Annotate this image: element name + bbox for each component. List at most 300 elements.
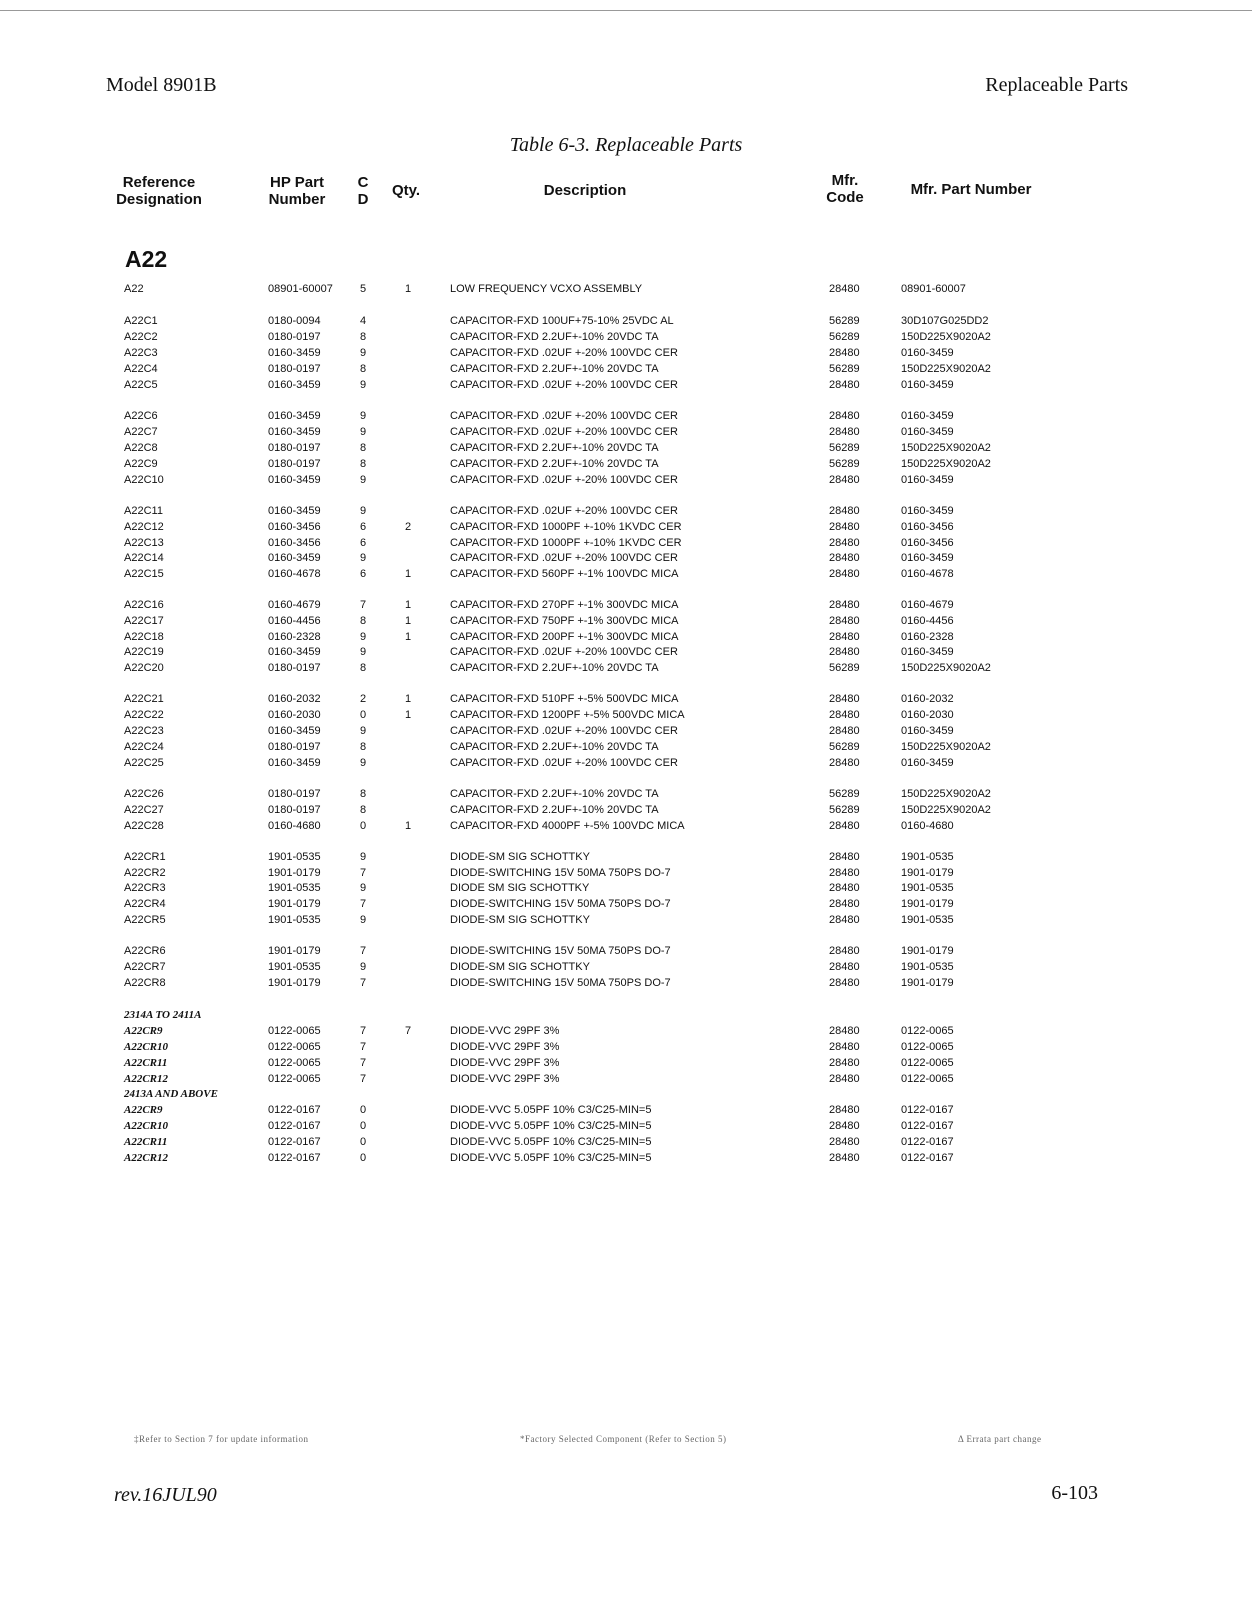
cell-desc: DIODE-VVC 5.05PF 10% C3/C25-MIN=5	[450, 1152, 652, 1164]
table-row	[0, 755, 1252, 771]
cell-mpn: 30D107G025DD2	[901, 315, 989, 327]
cell-hp: 0180-0197	[268, 788, 321, 800]
cell-mfr: 28480	[829, 945, 860, 957]
cell-cd: 7	[360, 977, 367, 989]
cell-cd: 7	[360, 898, 367, 910]
cell-hp: 0160-4456	[268, 615, 321, 627]
cell-ref: A22CR9	[124, 1104, 163, 1116]
cell-desc: CAPACITOR-FXD 2.2UF+-10% 20VDC TA	[450, 804, 659, 816]
col-cd-label: C D	[357, 174, 369, 208]
cell-ref: A22C13	[124, 537, 164, 549]
cell-mfr: 56289	[829, 331, 860, 343]
cell-hp: 1901-0535	[268, 961, 321, 973]
cell-cd: 9	[360, 914, 367, 926]
cell-mpn: 0160-3459	[901, 426, 954, 438]
cell-desc: DIODE-SM SIG SCHOTTKY	[450, 851, 590, 863]
cell-ref: A22CR9	[124, 1025, 163, 1037]
cell-hp: 0160-3459	[268, 725, 321, 737]
table-row	[0, 1039, 1252, 1055]
cell-mfr: 28480	[829, 552, 860, 564]
cell-ref: A22C23	[124, 725, 164, 737]
cell-cd: 9	[360, 379, 367, 391]
cell-cd: 0	[360, 1120, 367, 1132]
cell-mfr: 28480	[829, 599, 860, 611]
cell-cd: 8	[360, 741, 367, 753]
cell-hp: 0160-3456	[268, 537, 321, 549]
cell-hp: 0160-3459	[268, 505, 321, 517]
cell-hp: 0122-0065	[268, 1025, 321, 1037]
cell-hp: 0160-3459	[268, 379, 321, 391]
cell-mfr: 28480	[829, 537, 860, 549]
cell-ref: A22CR8	[124, 977, 166, 989]
cell-hp: 0160-3459	[268, 410, 321, 422]
cell-ref: A22CR1	[124, 851, 166, 863]
cell-qty: 1	[405, 631, 412, 643]
cell-mfr: 28480	[829, 1136, 860, 1148]
cell-ref: A22C10	[124, 474, 164, 486]
table-row	[0, 329, 1252, 345]
cell-cd: 0	[360, 1136, 367, 1148]
serial-range-label: 2413A AND ABOVE	[124, 1088, 218, 1100]
cell-desc: CAPACITOR-FXD 1000PF +-10% 1KVDC CER	[450, 537, 682, 549]
cell-desc: CAPACITOR-FXD .02UF +-20% 100VDC CER	[450, 347, 678, 359]
cell-qty: 2	[405, 521, 412, 533]
cell-mpn: 0160-2328	[901, 631, 954, 643]
cell-ref: A22C4	[124, 363, 158, 375]
cell-ref: A22C1	[124, 315, 158, 327]
cell-ref: A22C22	[124, 709, 164, 721]
cell-mfr: 28480	[829, 426, 860, 438]
table-row	[0, 849, 1252, 865]
cell-hp: 1901-0179	[268, 945, 321, 957]
cell-mfr: 28480	[829, 379, 860, 391]
cell-desc: CAPACITOR-FXD .02UF +-20% 100VDC CER	[450, 426, 678, 438]
cell-qty: 1	[405, 693, 412, 705]
cell-mpn: 150D225X9020A2	[901, 363, 991, 375]
cell-cd: 6	[360, 521, 367, 533]
cell-qty: 1	[405, 820, 412, 832]
table-row	[0, 1055, 1252, 1071]
cell-mfr: 28480	[829, 410, 860, 422]
cell-desc: CAPACITOR-FXD 1000PF +-10% 1KVDC CER	[450, 521, 682, 533]
cell-ref: A22C16	[124, 599, 164, 611]
cell-cd: 0	[360, 1152, 367, 1164]
cell-mpn: 0122-0167	[901, 1152, 954, 1164]
cell-desc: DIODE-VVC 29PF 3%	[450, 1025, 560, 1037]
cell-cd: 4	[360, 315, 367, 327]
cell-ref: A22C7	[124, 426, 158, 438]
cell-hp: 0180-0197	[268, 363, 321, 375]
cell-desc: CAPACITOR-FXD .02UF +-20% 100VDC CER	[450, 646, 678, 658]
cell-mpn: 0160-3459	[901, 552, 954, 564]
cell-desc: CAPACITOR-FXD 2.2UF+-10% 20VDC TA	[450, 331, 659, 343]
cell-ref: A22C19	[124, 646, 164, 658]
cell-cd: 8	[360, 458, 367, 470]
cell-desc: DIODE-VVC 29PF 3%	[450, 1057, 560, 1069]
cell-mpn: 1901-0179	[901, 945, 954, 957]
cell-cd: 0	[360, 820, 367, 832]
cell-cd: 9	[360, 851, 367, 863]
cell-mpn: 0160-3459	[901, 757, 954, 769]
cell-hp: 0160-3459	[268, 347, 321, 359]
cell-ref: A22CR12	[124, 1152, 169, 1164]
table-row	[0, 503, 1252, 519]
cell-cd: 9	[360, 474, 367, 486]
cell-mfr: 28480	[829, 914, 860, 926]
cell-mpn: 150D225X9020A2	[901, 662, 991, 674]
cell-hp: 0160-2328	[268, 631, 321, 643]
cell-mpn: 0160-3459	[901, 379, 954, 391]
table-row	[0, 691, 1252, 707]
cell-ref: A22CR11	[124, 1136, 168, 1148]
cell-ref: A22CR7	[124, 961, 166, 973]
cell-cd: 8	[360, 662, 367, 674]
cell-desc: CAPACITOR-FXD 2.2UF+-10% 20VDC TA	[450, 458, 659, 470]
cell-hp: 0160-3459	[268, 757, 321, 769]
cell-desc: CAPACITOR-FXD .02UF +-20% 100VDC CER	[450, 725, 678, 737]
cell-cd: 8	[360, 363, 367, 375]
cell-cd: 9	[360, 646, 367, 658]
table-row	[0, 597, 1252, 613]
table-row	[0, 660, 1252, 676]
cell-desc: CAPACITOR-FXD .02UF +-20% 100VDC CER	[450, 505, 678, 517]
cell-mfr: 28480	[829, 347, 860, 359]
cell-mfr: 28480	[829, 1152, 860, 1164]
cell-desc: CAPACITOR-FXD .02UF +-20% 100VDC CER	[450, 474, 678, 486]
cell-hp: 0160-4680	[268, 820, 321, 832]
cell-mpn: 0160-4678	[901, 568, 954, 580]
table-row	[0, 313, 1252, 329]
cell-mpn: 0160-3456	[901, 521, 954, 533]
cell-hp: 0180-0197	[268, 442, 321, 454]
cell-mfr: 56289	[829, 315, 860, 327]
table-row	[0, 723, 1252, 739]
cell-mpn: 0160-3459	[901, 646, 954, 658]
col-qty-label: Qty.	[391, 182, 421, 199]
cell-mpn: 0160-2030	[901, 709, 954, 721]
cell-ref: A22C25	[124, 757, 164, 769]
table-row	[0, 472, 1252, 488]
cell-mfr: 28480	[829, 1041, 860, 1053]
cell-mfr: 28480	[829, 505, 860, 517]
cell-mfr: 56289	[829, 741, 860, 753]
cell-desc: CAPACITOR-FXD 1200PF +-5% 500VDC MICA	[450, 709, 685, 721]
cell-desc: CAPACITOR-FXD 270PF +-1% 300VDC MICA	[450, 599, 679, 611]
table-row	[0, 1118, 1252, 1134]
cell-mfr: 28480	[829, 1057, 860, 1069]
footnote-factory-selected: *Factory Selected Component (Refer to Section 5)	[520, 1434, 727, 1444]
cell-desc: DIODE-VVC 5.05PF 10% C3/C25-MIN=5	[450, 1120, 652, 1132]
cell-qty: 1	[405, 599, 412, 611]
cell-mpn: 0160-2032	[901, 693, 954, 705]
cell-mpn: 150D225X9020A2	[901, 442, 991, 454]
revision-date: rev.16JUL90	[114, 1484, 217, 1506]
table-row	[0, 912, 1252, 928]
cell-mpn: 0122-0065	[901, 1025, 954, 1037]
cell-desc: CAPACITOR-FXD .02UF +-20% 100VDC CER	[450, 757, 678, 769]
cell-hp: 0122-0167	[268, 1104, 321, 1116]
table-row	[0, 613, 1252, 629]
cell-mfr: 28480	[829, 867, 860, 879]
cell-hp: 0160-2032	[268, 693, 321, 705]
table-row	[0, 865, 1252, 881]
cell-cd: 7	[360, 1025, 367, 1037]
cell-ref: A22C2	[124, 331, 158, 343]
cell-mfr: 28480	[829, 693, 860, 705]
cell-cd: 8	[360, 788, 367, 800]
cell-cd: 9	[360, 426, 367, 438]
table-row	[0, 281, 1252, 297]
cell-hp: 1901-0535	[268, 914, 321, 926]
cell-hp: 0180-0197	[268, 741, 321, 753]
cell-ref: A22C24	[124, 741, 164, 753]
cell-hp: 0180-0094	[268, 315, 321, 327]
cell-cd: 9	[360, 410, 367, 422]
cell-hp: 0160-4679	[268, 599, 321, 611]
table-row	[0, 1150, 1252, 1166]
table-row	[0, 535, 1252, 551]
cell-ref: A22C21	[124, 693, 164, 705]
cell-mpn: 0160-3456	[901, 537, 954, 549]
cell-hp: 1901-0179	[268, 977, 321, 989]
cell-mpn: 1901-0535	[901, 961, 954, 973]
cell-qty: 1	[405, 709, 412, 721]
cell-mfr: 28480	[829, 615, 860, 627]
cell-desc: CAPACITOR-FXD 2.2UF+-10% 20VDC TA	[450, 788, 659, 800]
cell-mpn: 1901-0179	[901, 898, 954, 910]
cell-mfr: 28480	[829, 961, 860, 973]
cell-mpn: 1901-0535	[901, 882, 954, 894]
cell-desc: CAPACITOR-FXD .02UF +-20% 100VDC CER	[450, 379, 678, 391]
cell-ref: A22C6	[124, 410, 158, 422]
cell-desc: CAPACITOR-FXD 200PF +-1% 300VDC MICA	[450, 631, 679, 643]
cell-mfr: 28480	[829, 631, 860, 643]
cell-desc: CAPACITOR-FXD .02UF +-20% 100VDC CER	[450, 552, 678, 564]
cell-desc: DIODE-SWITCHING 15V 50MA 750PS DO-7	[450, 945, 671, 957]
cell-hp: 1901-0179	[268, 898, 321, 910]
cell-mpn: 0122-0065	[901, 1041, 954, 1053]
cell-mfr: 56289	[829, 662, 860, 674]
table-row	[0, 377, 1252, 393]
cell-cd: 2	[360, 693, 367, 705]
cell-ref: A22CR3	[124, 882, 166, 894]
cell-hp: 1901-0179	[268, 867, 321, 879]
table-row	[0, 456, 1252, 472]
cell-desc: DIODE-SWITCHING 15V 50MA 750PS DO-7	[450, 867, 671, 879]
cell-mpn: 150D225X9020A2	[901, 741, 991, 753]
cell-mfr: 56289	[829, 363, 860, 375]
cell-cd: 8	[360, 331, 367, 343]
cell-cd: 7	[360, 867, 367, 879]
cell-mpn: 0160-3459	[901, 725, 954, 737]
cell-ref: A22CR6	[124, 945, 166, 957]
cell-hp: 0160-3459	[268, 474, 321, 486]
cell-mfr: 28480	[829, 882, 860, 894]
cell-cd: 8	[360, 804, 367, 816]
cell-mpn: 150D225X9020A2	[901, 804, 991, 816]
cell-cd: 9	[360, 505, 367, 517]
cell-mfr: 28480	[829, 820, 860, 832]
cell-mpn: 0160-4679	[901, 599, 954, 611]
cell-mfr: 28480	[829, 898, 860, 910]
cell-mfr: 28480	[829, 1025, 860, 1037]
cell-hp: 0180-0197	[268, 662, 321, 674]
cell-desc: CAPACITOR-FXD 560PF +-1% 100VDC MICA	[450, 568, 679, 580]
cell-mpn: 150D225X9020A2	[901, 458, 991, 470]
cell-mfr: 28480	[829, 851, 860, 863]
cell-ref: A22C11	[124, 505, 163, 517]
cell-mfr: 28480	[829, 1073, 860, 1085]
table-row	[0, 818, 1252, 834]
cell-desc: CAPACITOR-FXD 2.2UF+-10% 20VDC TA	[450, 442, 659, 454]
section-title: A22	[125, 246, 168, 272]
table-row	[0, 943, 1252, 959]
col-hp-label: HP Part Number	[268, 174, 326, 208]
cell-hp: 0122-0167	[268, 1136, 321, 1148]
cell-mpn: 1901-0535	[901, 851, 954, 863]
cell-hp: 08901-60007	[268, 283, 333, 295]
table-row	[0, 361, 1252, 377]
cell-cd: 5	[360, 283, 367, 295]
cell-mfr: 28480	[829, 725, 860, 737]
cell-mfr: 56289	[829, 442, 860, 454]
cell-ref: A22C26	[124, 788, 164, 800]
cell-hp: 0122-0065	[268, 1041, 321, 1053]
cell-ref: A22CR10	[124, 1041, 169, 1053]
col-mfr-code-label: Mfr. Code	[826, 172, 864, 206]
cell-cd: 0	[360, 709, 367, 721]
cell-hp: 0160-3459	[268, 646, 321, 658]
cell-mfr: 56289	[829, 458, 860, 470]
cell-hp: 0160-3459	[268, 426, 321, 438]
cell-desc: DIODE-SWITCHING 15V 50MA 750PS DO-7	[450, 977, 671, 989]
cell-ref: A22C28	[124, 820, 164, 832]
cell-ref: A22C17	[124, 615, 164, 627]
cell-mfr: 56289	[829, 788, 860, 800]
cell-desc: CAPACITOR-FXD 510PF +-5% 500VDC MICA	[450, 693, 679, 705]
cell-ref: A22C18	[124, 631, 164, 643]
cell-mpn: 0160-4456	[901, 615, 954, 627]
cell-desc: DIODE-SM SIG SCHOTTKY	[450, 914, 590, 926]
col-reference-label: Reference Designation	[116, 174, 202, 208]
table-row	[0, 959, 1252, 975]
cell-cd: 0	[360, 1104, 367, 1116]
cell-mfr: 28480	[829, 709, 860, 721]
cell-cd: 7	[360, 1057, 367, 1069]
cell-desc: CAPACITOR-FXD 2.2UF+-10% 20VDC TA	[450, 741, 659, 753]
table-row	[0, 629, 1252, 645]
table-row	[0, 739, 1252, 755]
cell-qty: 1	[405, 283, 412, 295]
cell-mfr: 28480	[829, 521, 860, 533]
table-row	[0, 1102, 1252, 1118]
cell-ref: A22C8	[124, 442, 158, 454]
cell-desc: CAPACITOR-FXD 100UF+75-10% 25VDC AL	[450, 315, 674, 327]
cell-cd: 9	[360, 961, 367, 973]
table-row	[0, 896, 1252, 912]
cell-desc: DIODE SM SIG SCHOTTKY	[450, 882, 590, 894]
cell-mfr: 28480	[829, 474, 860, 486]
cell-cd: 9	[360, 882, 367, 894]
cell-ref: A22CR5	[124, 914, 166, 926]
header-section: Replaceable Parts	[985, 74, 1128, 96]
cell-cd: 8	[360, 442, 367, 454]
cell-mpn: 150D225X9020A2	[901, 331, 991, 343]
cell-mpn: 1901-0535	[901, 914, 954, 926]
cell-mfr: 28480	[829, 568, 860, 580]
cell-mpn: 0160-3459	[901, 505, 954, 517]
cell-cd: 9	[360, 757, 367, 769]
cell-mpn: 1901-0179	[901, 977, 954, 989]
cell-desc: DIODE-VVC 29PF 3%	[450, 1073, 560, 1085]
cell-qty: 7	[405, 1025, 412, 1037]
cell-mpn: 0160-3459	[901, 474, 954, 486]
cell-qty: 1	[405, 568, 412, 580]
cell-ref: A22C3	[124, 347, 158, 359]
cell-cd: 8	[360, 615, 367, 627]
cell-desc: DIODE-VVC 5.05PF 10% C3/C25-MIN=5	[450, 1104, 652, 1116]
cell-qty: 1	[405, 615, 412, 627]
footnote-update: ‡Refer to Section 7 for update information	[134, 1434, 309, 1444]
cell-ref: A22CR12	[124, 1073, 169, 1085]
cell-ref: A22CR11	[124, 1057, 168, 1069]
cell-mpn: 08901-60007	[901, 283, 966, 295]
col-description-label: Description	[543, 182, 627, 199]
cell-desc: DIODE-SM SIG SCHOTTKY	[450, 961, 590, 973]
cell-cd: 7	[360, 1073, 367, 1085]
cell-ref: A22C14	[124, 552, 164, 564]
cell-hp: 0160-3456	[268, 521, 321, 533]
cell-desc: CAPACITOR-FXD 750PF +-1% 300VDC MICA	[450, 615, 679, 627]
cell-mpn: 0160-3459	[901, 410, 954, 422]
cell-cd: 9	[360, 725, 367, 737]
cell-cd: 7	[360, 599, 367, 611]
cell-ref: A22CR4	[124, 898, 166, 910]
table-row	[0, 424, 1252, 440]
cell-cd: 9	[360, 631, 367, 643]
cell-ref: A22C9	[124, 458, 158, 470]
cell-desc: CAPACITOR-FXD 2.2UF+-10% 20VDC TA	[450, 662, 659, 674]
cell-mfr: 28480	[829, 646, 860, 658]
cell-hp: 1901-0535	[268, 851, 321, 863]
header-model: Model 8901B	[106, 74, 217, 96]
page-number: 6-103	[1051, 1482, 1098, 1504]
cell-desc: DIODE-SWITCHING 15V 50MA 750PS DO-7	[450, 898, 671, 910]
table-row	[0, 880, 1252, 896]
table-row	[0, 644, 1252, 660]
col-mfr-part-number-label: Mfr. Part Number	[910, 181, 1032, 198]
cell-mfr: 56289	[829, 804, 860, 816]
cell-ref: A22CR10	[124, 1120, 169, 1132]
cell-mfr: 28480	[829, 977, 860, 989]
table-row	[0, 1134, 1252, 1150]
table-row	[0, 440, 1252, 456]
table-row	[0, 550, 1252, 566]
cell-hp: 1901-0535	[268, 882, 321, 894]
cell-ref: A22C27	[124, 804, 164, 816]
cell-hp: 0180-0197	[268, 458, 321, 470]
table-row	[0, 975, 1252, 991]
table-row	[0, 408, 1252, 424]
cell-cd: 9	[360, 347, 367, 359]
table-row	[0, 1071, 1252, 1087]
cell-mpn: 0122-0065	[901, 1073, 954, 1085]
cell-mpn: 0122-0065	[901, 1057, 954, 1069]
cell-hp: 0122-0065	[268, 1073, 321, 1085]
table-row	[0, 786, 1252, 802]
cell-hp: 0122-0065	[268, 1057, 321, 1069]
cell-ref: A22C20	[124, 662, 164, 674]
